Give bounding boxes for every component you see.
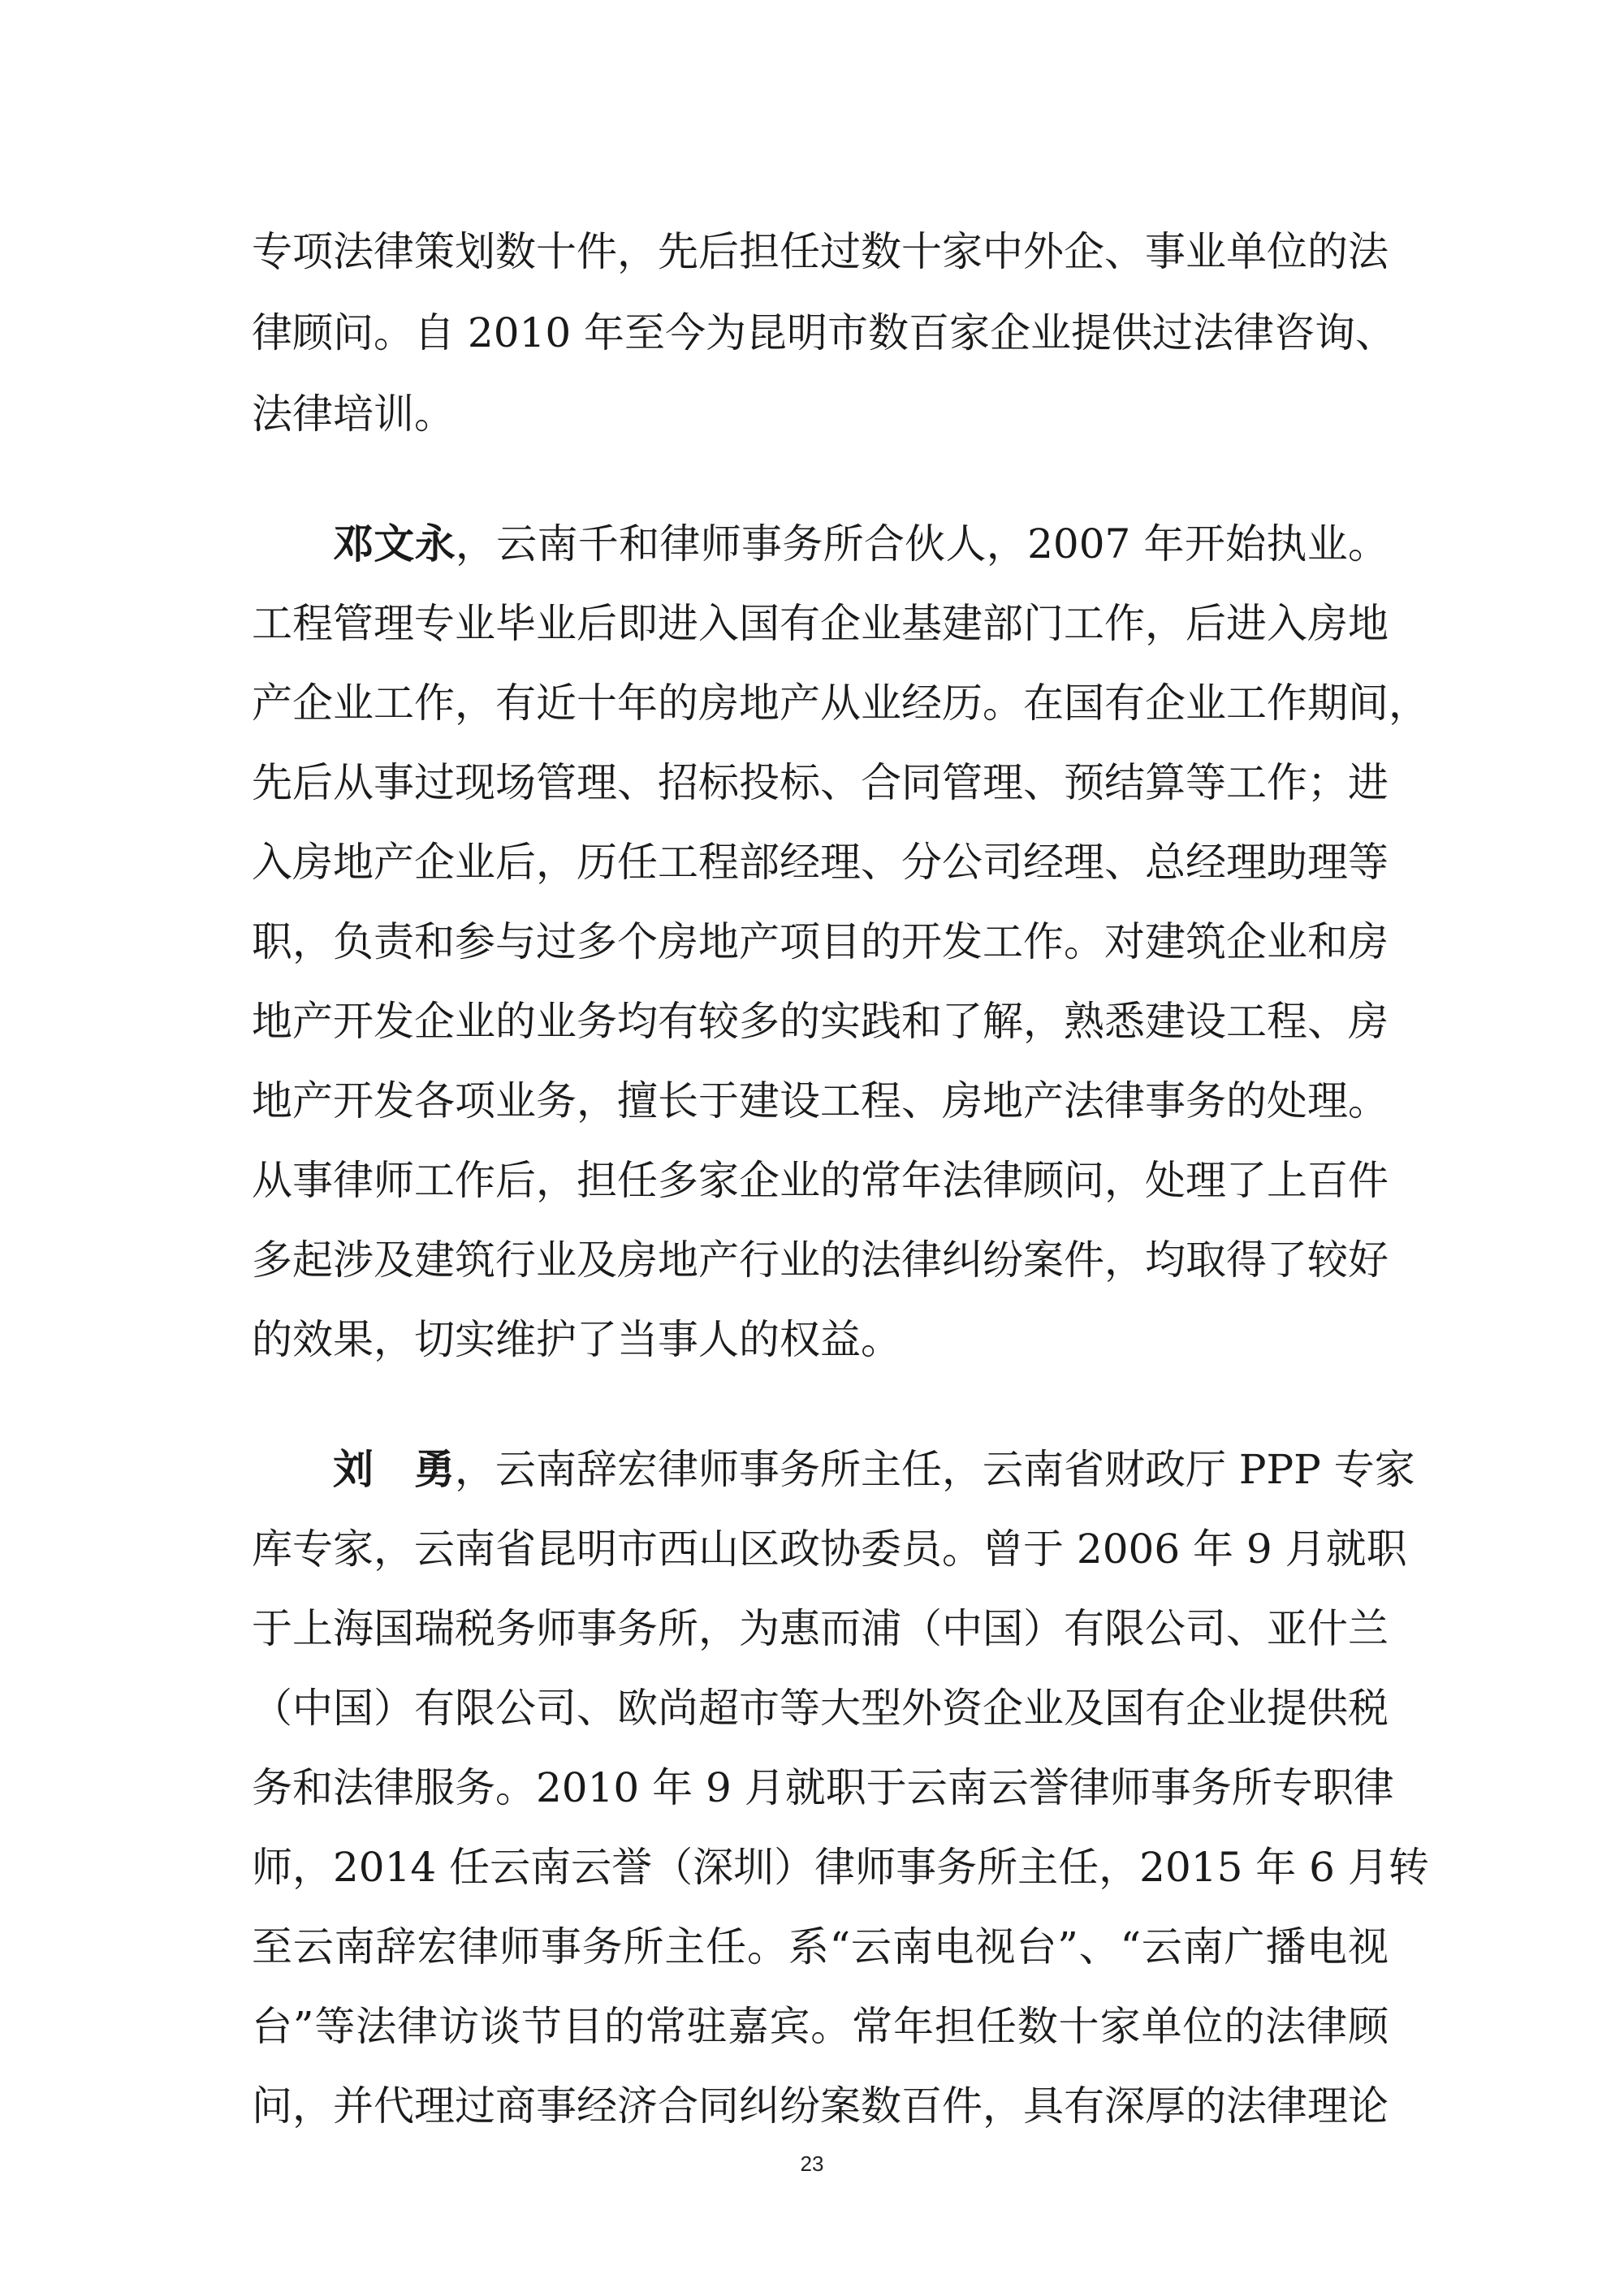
paragraph-2-line-4: 先后从事过现场管理、招标投标、合同管理、预结算等工作；进 <box>252 759 1389 806</box>
paragraph-3-line-5: 务和法律服务。2010 年 9 月就职于云南云誉律师事务所专职律 <box>252 1764 1394 1811</box>
paragraph-3-line-1 <box>333 1445 1415 1494</box>
paragraph-2-lead: ，云南千和律师事务所合伙人，2007 年开始执业。 <box>455 520 1389 568</box>
paragraph-2-line-8: 地产开发各项业务，擅长于建设工程、房地产法律事务的处理。 <box>252 1077 1389 1124</box>
paragraph-3-lead: ，云南辞宏律师事务所主任，云南省财政厅 PPP 专家 <box>455 1446 1415 1493</box>
person-name-liu-yong: 刘 勇 <box>333 1446 455 1493</box>
paragraph-3-line-6: 师，2014 任云南云誉（深圳）律师事务所主任，2015 年 6 月转 <box>252 1844 1429 1891</box>
page-number: 23 <box>800 2151 824 2176</box>
paragraph-2-line-3: 产企业工作，有近十年的房地产从业经历。在国有企业工作期间， <box>252 680 1429 727</box>
person-name-deng-wenyong: 邓文永 <box>333 520 456 568</box>
paragraph-2-line-2: 工程管理专业毕业后即进入国有企业基建部门工作，后进入房地 <box>252 600 1389 647</box>
paragraph-1-line-2: 律顾问。自 2010 年至今为昆明市数百家企业提供过法律咨询、 <box>252 309 1397 356</box>
paragraph-2-line-6: 职，负责和参与过多个房地产项目的开发工作。对建筑企业和房 <box>252 918 1389 965</box>
paragraph-2-line-5: 入房地产企业后，历任工程部经理、分公司经理、总经理助理等 <box>252 839 1389 886</box>
paragraph-3-line-7: 至云南辞宏律师事务所主任。系“云南电视台”、“云南广播电视 <box>252 1923 1389 1970</box>
paragraph-2-line-9: 从事律师工作后，担任多家企业的常年法律顾问，处理了上百件 <box>252 1157 1389 1204</box>
paragraph-1-line-3: 法律培训。 <box>252 391 455 438</box>
paragraph-1-line-1: 专项法律策划数十件，先后担任过数十家中外企、事业单位的法 <box>252 228 1389 275</box>
paragraph-2-line-10: 多起涉及建筑行业及房地产行业的法律纠纷案件，均取得了较好 <box>252 1236 1389 1284</box>
paragraph-3-line-8: 台”等法律访谈节目的常驻嘉宾。常年担任数十家单位的法律顾 <box>252 2003 1389 2050</box>
paragraph-3-line-3: 于上海国瑞税务师事务所，为惠而浦（中国）有限公司、亚什兰 <box>252 1605 1389 1652</box>
paragraph-2-line-11: 的效果，切实维护了当事人的权益。 <box>252 1316 901 1363</box>
paragraph-3-line-2: 库专家，云南省昆明市西山区政协委员。曾于 2006 年 9 月就职 <box>252 1526 1407 1573</box>
paragraph-3-line-9: 问，并代理过商事经济合同纠纷案数百件，具有深厚的法律理论 <box>252 2082 1389 2130</box>
paragraph-2-line-7: 地产开发企业的业务均有较多的实践和了解，熟悉建设工程、房 <box>252 998 1389 1045</box>
paragraph-3-line-4: （中国）有限公司、欧尚超市等大型外资企业及国有企业提供税 <box>252 1685 1389 1732</box>
paragraph-2-line-1 <box>333 520 1389 568</box>
